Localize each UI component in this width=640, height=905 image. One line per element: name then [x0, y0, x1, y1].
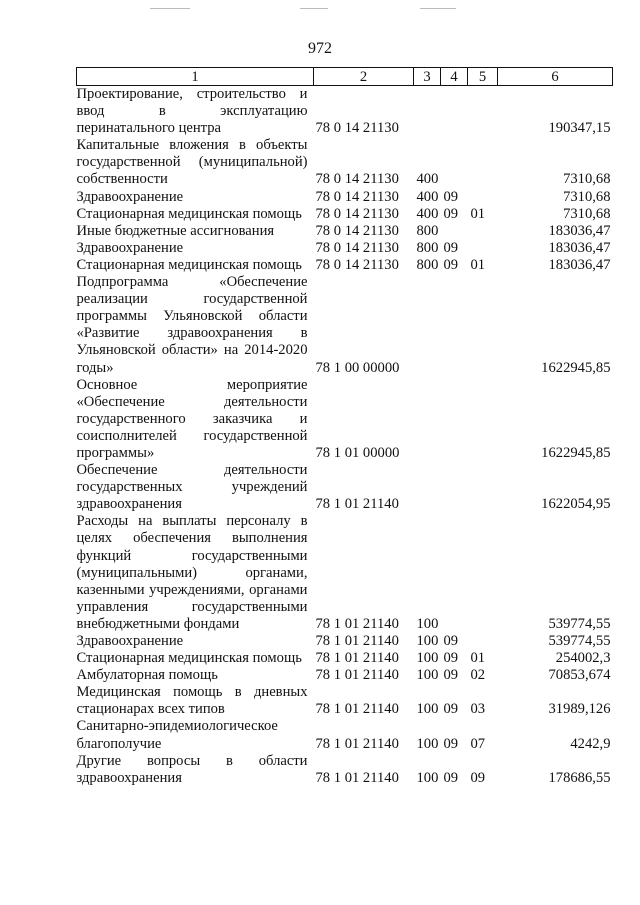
table-row: [77, 206, 613, 223]
row-expense-type: 400: [416, 205, 439, 222]
row-code: 78 0 14 21130: [315, 171, 399, 188]
row-expense-type: [414, 274, 441, 377]
table-row: [77, 189, 613, 206]
row-expense-type: [414, 86, 441, 138]
table-row: [77, 274, 613, 377]
table-row: [77, 257, 613, 274]
row-name: Подпрограмма «Обеспечение реализации государственной программы Ульяновской области «Развитие здравоохранения в Ульяновской области» на 2014-2020 годы»: [76, 274, 308, 376]
col-header-4: 4: [441, 68, 468, 86]
table-header: [77, 68, 613, 86]
row-amount: 183036,47: [548, 256, 611, 273]
row-code: 78 0 14 21130: [315, 239, 399, 256]
row-expense-type: 100: [416, 667, 439, 684]
table-row: [77, 240, 613, 257]
table-row: [77, 137, 613, 188]
row-expense-type: 100: [416, 615, 439, 632]
row-amount: 539774,55: [548, 633, 611, 649]
row-subsection: 01: [470, 205, 486, 222]
col-header-3: 3: [414, 68, 441, 86]
row-section: [441, 86, 468, 138]
row-subsection: 03: [470, 701, 486, 718]
row-code: 78 0 14 21130: [315, 256, 399, 273]
header-row: [77, 68, 613, 86]
row-expense-type: 400: [416, 188, 439, 205]
row-code: 78 0 14 21130: [315, 222, 399, 239]
table-row: [77, 650, 613, 667]
row-subsection: 01: [470, 650, 486, 667]
row-amount: 4242,9: [570, 735, 611, 752]
row-code: 78 1 01 21140: [315, 769, 399, 786]
col-header-1: 1: [77, 68, 314, 86]
row-section: 09: [443, 650, 459, 667]
row-name: Здравоохранение: [76, 239, 184, 256]
row-expense-type: 800: [416, 256, 439, 273]
table-row: [77, 667, 613, 684]
row-name: Иные бюджетные ассигнования: [76, 222, 275, 239]
row-section: 09: [443, 256, 459, 273]
row-name: Расходы на выплаты персоналу в целях обеспечения выполнения функций государственными (муниципальными) органами, казенными учреждениями, органами управления государственными внебюджетными фондами: [76, 513, 308, 632]
row-expense-type: [414, 462, 441, 513]
row-name: Медицинская помощь в дневных стационарах всех типов: [76, 684, 308, 718]
row-amount: 183036,47: [548, 222, 611, 239]
row-code: 78 0 14 21130: [315, 120, 399, 137]
row-name: Капитальные вложения в объекты государственной (муниципальной) собственности: [76, 137, 308, 188]
row-section: 09: [443, 667, 459, 684]
row-expense-type: 100: [416, 735, 439, 752]
row-section: 09: [443, 205, 459, 222]
row-code: 78 1 01 21140: [315, 667, 399, 684]
table-row: [77, 377, 613, 462]
row-amount: 190347,15: [548, 120, 611, 137]
row-subsection: 02: [470, 667, 486, 684]
row-name: Стационарная медицинская помощь: [76, 650, 302, 667]
row-code: 78 1 00 00000: [315, 359, 400, 376]
row-expense-type: 100: [416, 650, 439, 667]
row-section: [441, 462, 468, 513]
row-section: [441, 274, 468, 377]
page-number: 972: [308, 40, 332, 57]
row-subsection: 09: [470, 769, 486, 786]
col-header-5: 5: [468, 68, 498, 86]
row-name: Другие вопросы в области здравоохранения: [76, 752, 308, 786]
row-subsection: 01: [470, 256, 486, 273]
row-subsection: [468, 274, 498, 377]
row-name: Основное мероприятие «Обеспечение деятельности государственного заказчика и соисполнителей государственной программы»: [76, 376, 308, 461]
col-header-6: 6: [498, 68, 613, 86]
row-amount: 178686,55: [548, 769, 611, 786]
row-expense-type: 100: [416, 769, 439, 786]
row-subsection: [468, 513, 498, 633]
row-name: Проектирование, строительство и ввод в эксплуатацию перинатального центра: [76, 86, 308, 137]
row-code: 78 1 01 21140: [315, 701, 399, 718]
row-amount: 1622054,95: [541, 496, 611, 513]
row-name: Здравоохранение: [76, 188, 184, 205]
row-section: [441, 513, 468, 633]
table-row: [77, 753, 613, 787]
row-expense-type: 800: [416, 222, 439, 239]
row-amount: 7310,68: [563, 171, 611, 188]
row-subsection: [468, 462, 498, 513]
table-row: [77, 684, 613, 718]
row-code: 78 1 01 21140: [315, 650, 399, 667]
row-name: Стационарная медицинская помощь: [76, 205, 302, 222]
row-section: [441, 223, 468, 240]
row-code: 78 1 01 21140: [315, 735, 399, 752]
row-section: 09: [443, 701, 459, 718]
row-code: 78 0 14 21130: [315, 205, 399, 222]
row-amount: 1622945,85: [541, 444, 611, 461]
row-subsection: [468, 223, 498, 240]
table-row: [77, 633, 613, 650]
table-row: [77, 718, 613, 752]
row-subsection: [468, 377, 498, 462]
table-row: [77, 462, 613, 513]
row-subsection: [468, 137, 498, 188]
row-expense-type: [414, 377, 441, 462]
row-amount: 539774,55: [548, 615, 611, 632]
row-expense-type: 100: [416, 633, 439, 649]
row-section: [441, 137, 468, 188]
row-code: 78 1 01 00000: [315, 444, 400, 461]
row-subsection: [468, 633, 498, 650]
row-subsection: 07: [470, 735, 486, 752]
row-expense-type: 100: [416, 701, 439, 718]
row-amount: 31989,126: [548, 701, 611, 718]
row-amount: 1622945,85: [541, 359, 611, 376]
budget-table: [76, 67, 613, 787]
row-code: 78 0 14 21130: [315, 188, 399, 205]
row-name: Обеспечение деятельности государственных учреждений здравоохранения: [76, 462, 308, 513]
row-code: 78 1 01 21140: [315, 633, 399, 649]
row-subsection: [468, 189, 498, 206]
scan-artifact: [150, 8, 190, 9]
row-section: 09: [443, 769, 459, 786]
row-amount: 183036,47: [548, 239, 611, 256]
table-row: [77, 223, 613, 240]
col-header-2: 2: [314, 68, 414, 86]
row-section: 09: [443, 633, 459, 649]
table-body: [77, 86, 613, 787]
row-subsection: [468, 86, 498, 138]
row-name: Санитарно-эпидемиологическое благополучие: [76, 718, 278, 752]
row-code: 78 1 01 21140: [315, 615, 399, 632]
row-expense-type: 800: [416, 239, 439, 256]
row-expense-type: 400: [416, 171, 439, 188]
row-section: 09: [443, 188, 459, 205]
row-amount: 70853,674: [548, 667, 611, 684]
row-amount: 254002,3: [555, 650, 611, 667]
row-name: Здравоохранение: [76, 633, 184, 649]
row-section: 09: [443, 735, 459, 752]
row-amount: 7310,68: [563, 205, 611, 222]
row-section: 09: [443, 239, 459, 256]
row-name: Амбулаторная помощь: [76, 667, 218, 684]
row-name: Стационарная медицинская помощь: [76, 256, 302, 273]
table-row: [77, 513, 613, 633]
scan-artifact: [420, 8, 456, 9]
table-row: [77, 86, 613, 138]
row-amount: 7310,68: [563, 188, 611, 205]
scan-artifact: [300, 8, 328, 9]
row-section: [441, 377, 468, 462]
row-code: 78 1 01 21140: [315, 496, 399, 513]
row-subsection: [468, 240, 498, 257]
